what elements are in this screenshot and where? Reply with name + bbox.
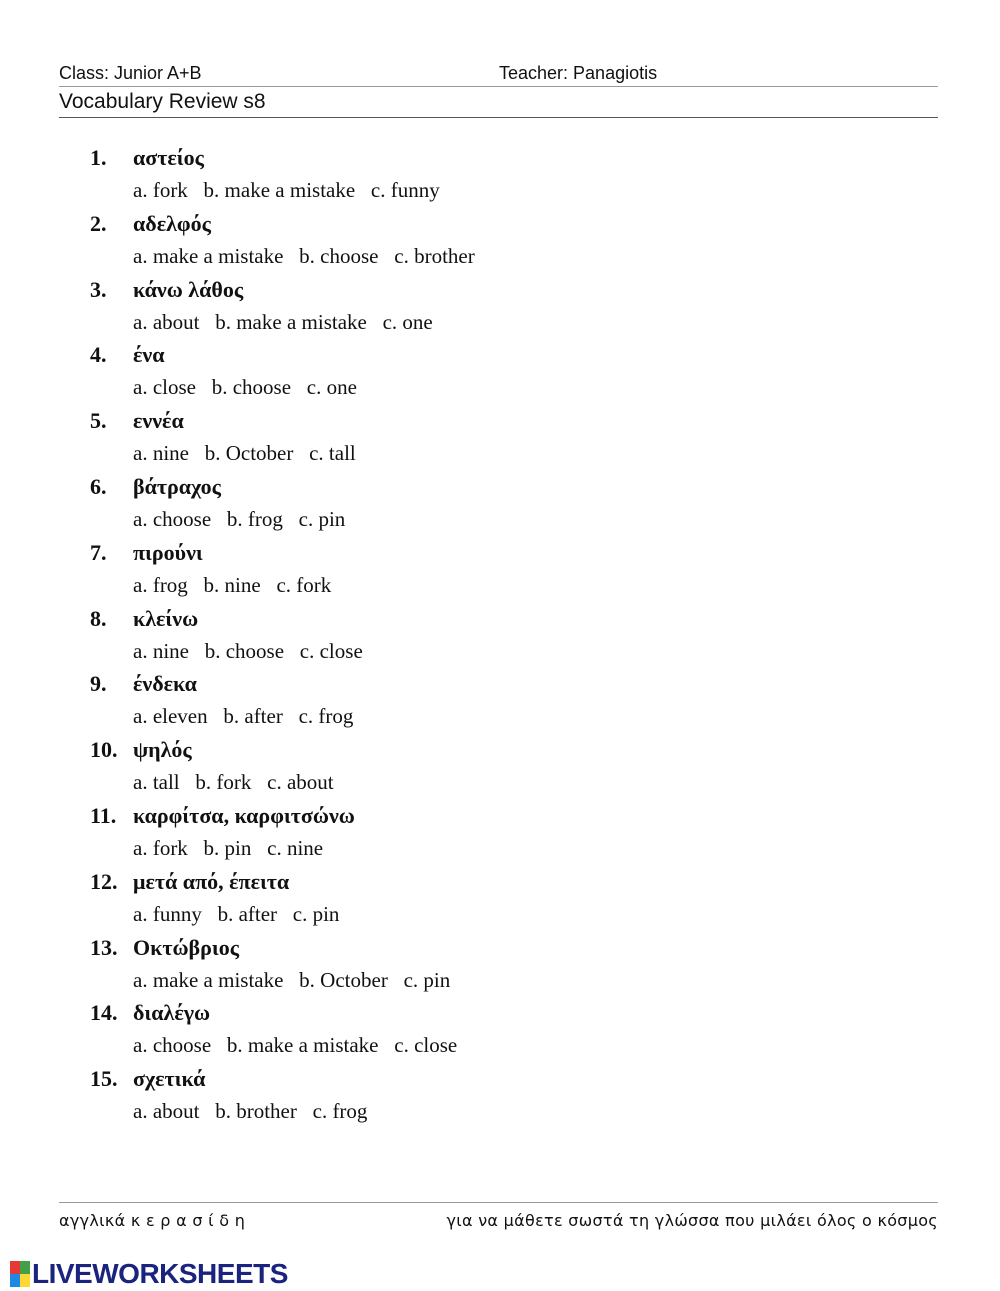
question-line <box>90 865 475 898</box>
question-word: ψηλός <box>133 737 192 763</box>
question-item <box>90 273 475 339</box>
question-item <box>90 536 475 602</box>
answer-options[interactable]: a. frog b. nine c. fork <box>133 572 332 597</box>
question-item <box>90 404 475 470</box>
answer-options[interactable]: a. funny b. after c. pin <box>133 901 340 926</box>
question-line <box>90 799 475 832</box>
question-number: 15. <box>90 1066 118 1092</box>
question-line <box>90 338 475 371</box>
question-number: 10. <box>90 737 118 763</box>
question-item <box>90 799 475 865</box>
answer-options[interactable]: a. fork b. pin c. nine <box>133 835 324 860</box>
question-number: 11. <box>90 802 117 828</box>
answer-options[interactable]: a. nine b. October c. tall <box>133 441 356 466</box>
question-item <box>90 1062 475 1128</box>
worksheet-header <box>59 60 938 118</box>
question-word: εννέα <box>133 408 184 434</box>
question-item <box>90 602 475 668</box>
question-line <box>90 536 475 569</box>
question-line <box>90 931 475 964</box>
question-item <box>90 667 475 733</box>
question-number: 3. <box>90 276 107 302</box>
question-number: 5. <box>90 408 107 434</box>
question-word: βάτραχος <box>133 473 221 499</box>
question-word: πιρούνι <box>133 539 203 565</box>
answer-options[interactable]: a. tall b. fork c. about <box>133 770 334 795</box>
question-number: 9. <box>90 671 107 697</box>
question-item <box>90 733 475 799</box>
question-item <box>90 207 475 273</box>
question-word: ένδεκα <box>133 671 197 697</box>
header-info-row <box>59 60 938 86</box>
question-item <box>90 338 475 404</box>
question-line <box>90 207 475 240</box>
answer-options[interactable]: a. close b. choose c. one <box>133 375 357 400</box>
question-word: μετά από, έπειτα <box>133 868 290 894</box>
logo-mark-icon <box>10 1261 30 1287</box>
class-label: Class: Junior A+B <box>59 62 202 83</box>
question-line <box>90 1062 475 1095</box>
question-line <box>90 602 475 635</box>
question-line <box>90 404 475 437</box>
question-number: 7. <box>90 539 107 565</box>
question-word: αδελφός <box>133 210 211 236</box>
answer-options[interactable]: a. eleven b. after c. frog <box>133 704 354 729</box>
worksheet-title: Vocabulary Review s8 <box>59 90 266 113</box>
question-word: κλείνω <box>133 605 199 631</box>
question-word: Οκτώβριος <box>133 934 240 960</box>
question-line <box>90 273 475 306</box>
answer-options[interactable]: a. choose b. frog c. pin <box>133 506 346 531</box>
liveworksheets-logo[interactable] <box>10 1258 288 1290</box>
question-word: ένα <box>133 342 165 368</box>
question-item <box>90 141 475 207</box>
footer-row <box>59 1211 938 1230</box>
title-divider <box>59 117 938 118</box>
footer-left-text: αγγλικά κ ε ρ α σ ί δ η <box>59 1211 246 1230</box>
answer-options[interactable]: a. fork b. make a mistake c. funny <box>133 178 440 202</box>
question-line <box>90 141 475 174</box>
question-number: 13. <box>90 934 118 960</box>
question-word: κάνω λάθος <box>133 276 244 302</box>
answer-options[interactable]: a. about b. brother c. frog <box>133 1099 368 1124</box>
footer-divider <box>59 1202 938 1203</box>
question-line <box>90 996 475 1029</box>
question-word: αστείος <box>133 145 204 170</box>
question-number: 8. <box>90 605 107 631</box>
question-word: καρφίτσα, καρφιτσώνω <box>133 802 355 828</box>
question-number: 14. <box>90 1000 118 1026</box>
question-number: 1. <box>90 145 107 170</box>
question-line <box>90 667 475 700</box>
question-item <box>90 470 475 536</box>
question-item <box>90 865 475 931</box>
question-item <box>90 996 475 1062</box>
answer-options[interactable]: a. choose b. make a mistake c. close <box>133 1033 458 1058</box>
question-list <box>90 141 475 1128</box>
question-number: 12. <box>90 868 118 894</box>
question-word: διαλέγω <box>133 1000 211 1026</box>
question-line <box>90 733 475 766</box>
footer-right-text: για να μάθετε σωστά τη γλώσσα που μιλάει όλος ο κόσμος <box>446 1211 938 1230</box>
question-number: 2. <box>90 210 107 236</box>
answer-options[interactable]: a. about b. make a mistake c. one <box>133 309 433 334</box>
logo-text: LIVEWORKSHEETS <box>32 1258 288 1289</box>
question-item <box>90 931 475 997</box>
answer-options[interactable]: a. nine b. choose c. close <box>133 638 363 663</box>
worksheet-footer <box>59 1202 938 1230</box>
question-line <box>90 470 475 503</box>
question-word: σχετικά <box>133 1066 206 1092</box>
answer-options[interactable]: a. make a mistake b. October c. pin <box>133 967 451 992</box>
question-number: 6. <box>90 473 107 499</box>
question-number: 4. <box>90 342 107 368</box>
teacher-label: Teacher: Panagiotis <box>499 62 658 83</box>
answer-options[interactable]: a. make a mistake b. choose c. brother <box>133 243 475 268</box>
